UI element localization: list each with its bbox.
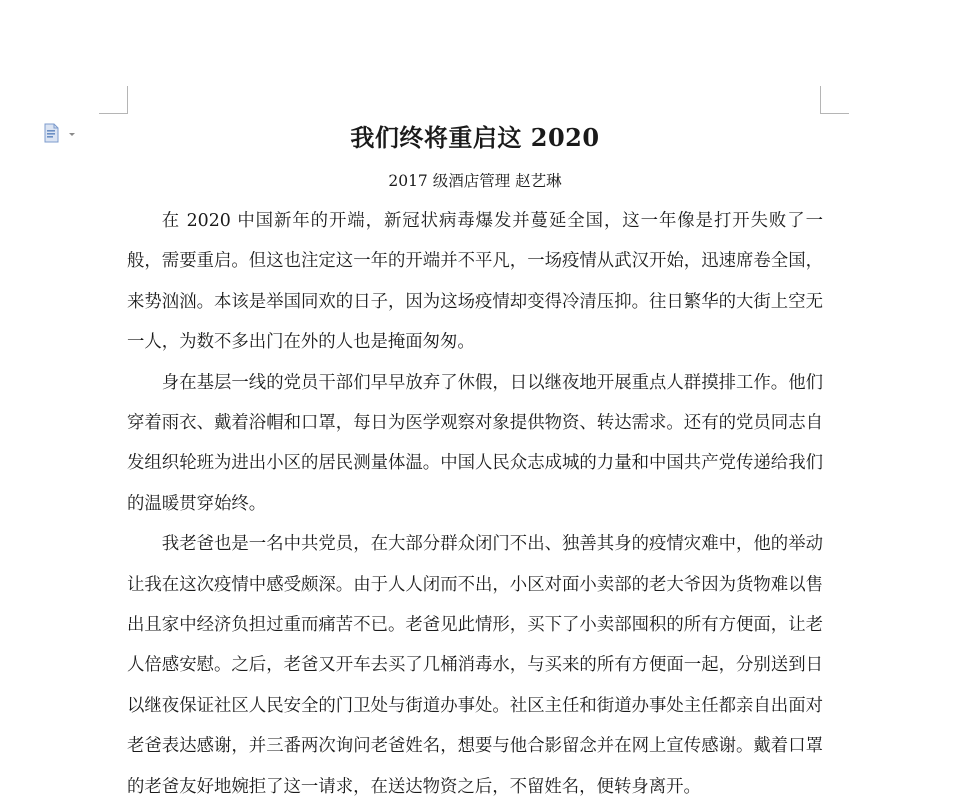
document-title: 我们终将重启这 2020: [350, 123, 600, 152]
paragraph-2: 身在基层一线的党员干部们早早放弃了休假，日以继夜地开展重点人群摸排工作。他们穿着雨衣、戴着浴帽和口罩，每日为医学观察对象提供物资、转达需求。还有的党员同志自发组织轮班为进出小区的居民测量体温。中国人民众志成城的力量和中国共产党传递给我们的温暖贯穿始终。: [127, 372, 823, 514]
document-menu-button[interactable]: [44, 122, 80, 144]
crop-mark-top-left: [99, 86, 128, 114]
document-icon: [44, 122, 80, 144]
chevron-down-icon: [69, 133, 75, 136]
document-body[interactable]: [127, 116, 823, 806]
crop-mark-top-right: [820, 86, 849, 114]
paragraph-1: 在 2020 中国新年的开端，新冠状病毒爆发并蔓延全国，这一年像是打开失败了一般，需要重启。但这也注定这一年的开端并不平凡，一场疫情从武汉开始，迅速席卷全国，来势汹汹。本该是举国同欢的日子，因为这场疫情却变得冷清压抑。往日繁华的大街上空无一人，为数不多出门在外的人也是掩面匆匆。: [127, 211, 823, 353]
document-author-line: 2017 级酒店管理 赵艺琳: [388, 172, 562, 190]
paragraph-3: 我老爸也是一名中共党员，在大部分群众闭门不出、独善其身的疫情灾难中，他的举动让我在这次疫情中感受颇深。由于人人闭而不出，小区对面小卖部的老大爷因为货物难以售出且家中经济负担过重而痛苦不已。老爸见此情形，买下了小卖部囤积的所有方便面，让老人倍感安慰。之后，老爸又开车去买了几桶消毒水，与买来的所有方便面一起，分别送到日以继夜保证社区人民安全的门卫处与街道办事处。社区主任和街道办事处主任都亲自出面对老爸表达感谢，并三番两次询问老爸姓名，想要与他合影留念并在网上宣传感谢。戴着口罩的老爸友好地婉拒了这一请求，在送达物资之后，不留姓名，便转身离开。: [127, 534, 823, 797]
